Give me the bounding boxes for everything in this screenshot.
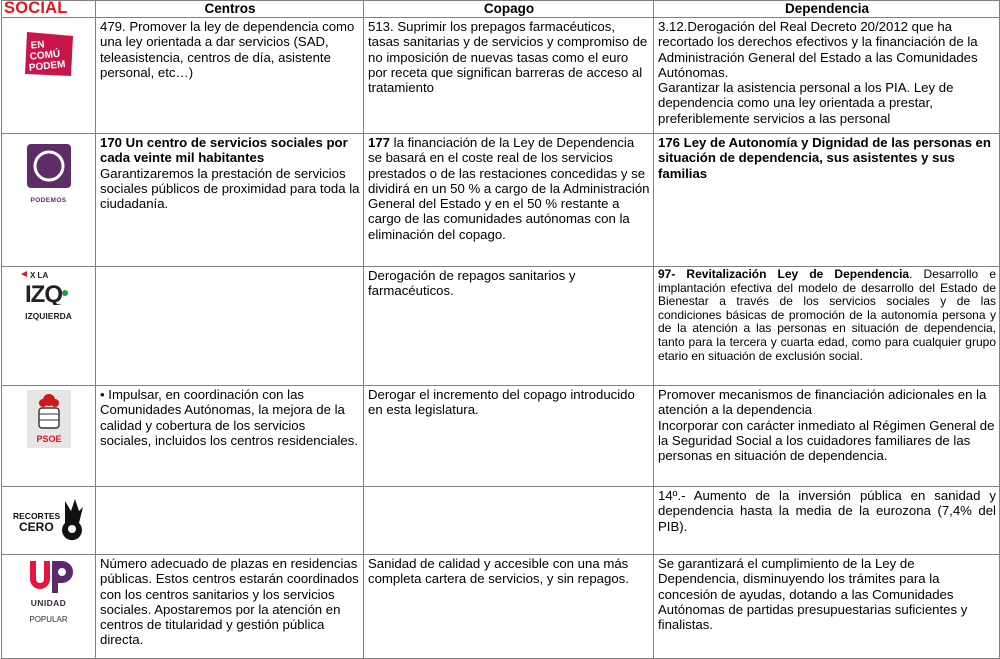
cell-copago: Derogación de repagos sanitarios y farmacéuticos. xyxy=(364,267,654,386)
table-row xyxy=(2,18,1000,134)
party-logo-cell xyxy=(2,267,96,386)
podemos-logo-label: PODEMOS xyxy=(30,197,67,205)
table-row xyxy=(2,267,1000,386)
table-row xyxy=(2,386,1000,487)
party-logo-cell xyxy=(2,134,96,267)
cell-dependencia: 97- Revitalización Ley de Dependencia. Desarrollo e implantación efectiva del modelo de desarrollo del Estado de Bienestar a través de los servicios sociales y de las condiciones básicas de promoción de la autonomía persona y de la atención a las personas en situación de dependencia, tanto para la tercera y cuarta edad, como para cualquier grupo etario en situación de exclusión social. xyxy=(654,267,1000,386)
cell-copago xyxy=(364,487,654,555)
party-logo-cell xyxy=(2,487,96,555)
psoe-logo xyxy=(25,390,73,448)
party-logo-cell xyxy=(2,555,96,659)
cell-centros: 170 Un centro de servicios sociales por cada veinte mil habitantes Garantizaremos la prestación de servicios sociales públicos de proximidad para toda la ciudadanía. xyxy=(96,134,364,267)
column-header-dependencia: Dependencia xyxy=(654,1,1000,18)
table-row xyxy=(2,487,1000,555)
cell-centros: 479. Promover la ley de dependencia como una ley orientada a dar servicios (SAD, teleasistencia, centros de día, asistente personal, etc…) xyxy=(96,18,364,134)
cell-dependencia: Promover mecanismos de financiación adicionales en la atención a la dependencia Incorporar con carácter inmediato al Régimen General de la Seguridad Social a los cuidadores familiares de las personas en situación de dependencia. xyxy=(654,386,1000,487)
cell-copago: Derogar el incremento del copago introducido en esta legislatura. xyxy=(364,386,654,487)
column-header-copago: Copago xyxy=(364,1,654,18)
recortes-cero-logo xyxy=(9,493,89,543)
podemos-logo xyxy=(27,144,71,188)
izq-top-text: X LA xyxy=(29,271,48,280)
cell-dependencia: 3.12.Derogación del Real Decreto 20/2012 que ha recortado los derechos efectivos y la financiación de la Administración General del Estado a las Comunidades Autónomas. Garantizar la asistencia personal a los PIA. Ley de dependencia como una ley orientada a prestar, preferiblemente servicios a las personal xyxy=(654,18,1000,134)
table-row xyxy=(2,555,1000,659)
social-comparison-table xyxy=(1,0,1000,659)
cell-copago: Sanidad de calidad y accesible con una más completa cartera de servicios, y sin repagos. xyxy=(364,555,654,659)
cell-dependencia: Se garantizará el cumplimiento de la Ley de Dependencia, disminuyendo los trámites para la concesión de ayudas, dotando a las Comunidades Autónomas de partidas presupuestarias suficientes y finalistas. xyxy=(654,555,1000,659)
cell-dependencia: 14º.- Aumento de la inversión pública en sanidad y dependencia hasta la media de la eurozona (7,4% del PIB). xyxy=(654,487,1000,555)
section-title: SOCIAL xyxy=(2,1,96,18)
recortes-text: RECORTES xyxy=(12,511,60,521)
column-header-centros: Centros xyxy=(96,1,364,18)
cell-copago: 513. Suprimir los prepagos farmacéuticos, tasas sanitarias y de servicios y compromiso de no imposición de nuevas tasas como el euro por receta que significan barreras de acceso al tratamiento xyxy=(364,18,654,134)
unidad-popular-label-1: UNIDAD xyxy=(30,598,67,609)
cell-copago: 177 la financiación de la Ley de Dependencia se basará en el coste real de los servicios prestados o de las restaciones concedidas y se dividirá en un 50 % a cargo de la Administración General del Estado y en el 50 % restante a cargo de las comunidades autónomas con la eliminación del copago. xyxy=(364,134,654,267)
cell-centros xyxy=(96,267,364,386)
unidad-popular-logo xyxy=(24,559,74,593)
en-comu-podem-logo xyxy=(17,28,81,80)
psoe-logo-label: PSOE xyxy=(35,434,62,444)
izquierda-logo xyxy=(17,269,81,305)
cell-dependencia: 176 Ley de Autonomía y Dignidad de las personas en situación de dependencia, sus asistentes y sus familias xyxy=(654,134,1000,267)
logo-text-line2: COMÚ xyxy=(28,48,61,63)
izq-main-text: IZQ xyxy=(24,281,62,305)
cell-centros xyxy=(96,487,364,555)
header-row xyxy=(2,1,1000,18)
logo-text-line3: PODEM xyxy=(27,59,66,74)
party-logo-cell xyxy=(2,18,96,134)
logo-text-line1: EN xyxy=(29,39,45,52)
cell-centros: • Impulsar, en coordinación con las Comunidades Autónomas, la mejora de la calidad y cobertura de los servicios sociales, incluidos los centros residenciales. xyxy=(96,386,364,487)
cero-text: CERO xyxy=(18,520,54,534)
unidad-popular-label-2: POPULAR xyxy=(29,614,68,624)
party-logo-cell xyxy=(2,386,96,487)
izquierda-logo-label: IZQUIERDA xyxy=(25,311,72,322)
table-row xyxy=(2,134,1000,267)
cell-centros: Número adecuado de plazas en residencias públicas. Estos centros estarán coordinados con los centros sanitarios y los servicios sociales. Apostaremos por la atención en centros de titularidad y gestión pública directa. xyxy=(96,555,364,659)
